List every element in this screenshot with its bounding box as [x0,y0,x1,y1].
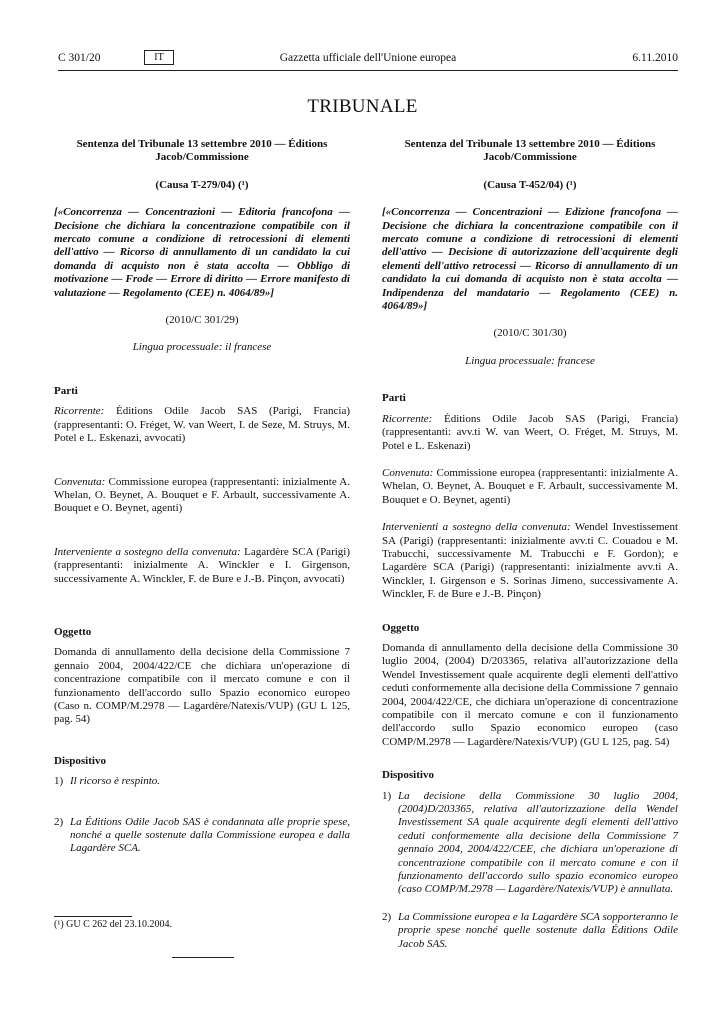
footnote: (¹) GU C 262 del 23.10.2004. [54,919,172,930]
intervener-paragraph [54,546,350,586]
language-code-box: IT [144,50,174,65]
item-text: La decisione della Commissione 30 luglio 2004, (2004)D/203365, relativa all'autorizzazione della Wendel Investissement SA quale acquirente degli elementi dell'attivo ceduti conformemente alla decisione della Commissione 7 gennaio 2004, 2004/422/CEE, che dichiara un'operazione di concentrazione compatibile con il mercato comune e con il funzionamento dell'accordo sullo spazio economico europeo (caso COMP/M.2978 — Lagardère/Natexis/VUP) è annullata. [398,789,678,896]
language-of-case: Lingua processuale: il francese [132,341,272,354]
case-number: (Causa T-452/04) (¹) [483,178,577,191]
page-reference: C 301/20 [58,52,101,64]
operative-item [54,775,350,788]
case-number: (Causa T-279/04) (¹) [155,178,249,191]
parties-heading: Parti [382,392,406,405]
item-number: 1) [54,775,64,788]
defendant-label: Convenuta: [382,466,434,479]
publication-ref: (2010/C 301/29) [165,314,239,327]
applicant-paragraph [54,405,350,445]
operative-item [382,790,678,897]
left-column [54,138,350,856]
applicant-text: Éditions Odile Jacob SAS (Parigi, Francia) (rappresentanti: O. Fréget, W. van Weert, I. de Seze, M. Struys, M. Potel e L. Eskenazi, avvocati) [54,405,350,445]
intervener-text: Lagardère SCA (Parigi) (rappresentanti: inizialmente A. Winckler e I. Girgenson, successivamente A. Winckler, F. de Bure e J.-B. Pinçon, avvocati) [54,545,351,585]
case-subject: [«Concorrenza — Concentrazioni — Editoria francofona — Decisione che dichiara la concentrazione compatibile con il mercato comune a condizione di retrocessioni di elementi dell'attivo — Ricorso di annullamento di un candidato la cui domanda di acquisto non è stata accolta — Obbligo di motivazione — Frode — Errore di diritto — Errore manifesto di valutazione — Regolamento (CEE) n. 4064/89»] [54,206,350,299]
defendant-text: Commissione europea (rappresentanti: inizialmente A. Whelan, O. Beynet, A. Bouquet e F. Arbault, successivamente M. Bouquet e O. Beynet, agenti) [382,466,678,506]
item-text: Il ricorso è respinto. [70,775,161,788]
applicant-paragraph [382,413,678,453]
defendant-paragraph [382,467,678,507]
item-number: 2) [382,910,392,923]
section-title: TRIBUNALE [307,96,418,117]
intervener-paragraph [382,521,678,601]
case-subject: [«Concorrenza — Concentrazioni — Edizione francofona — Decisione che dichiara la concentrazione compatibile con il mercato comune a condizione di retrocessioni di elementi dell'attivo — Decisione di autorizzazione dell'acquirente degli elementi dell'attivo retrocessi — Ricorso di annullamento di un candidato la cui domanda di acquisto non è stata accolta — Indipendenza del mandatario — Regolamento (CEE) n. 4064/89»] [382,206,678,313]
applicant-text: Éditions Odile Jacob SAS (Parigi, Francia) (rappresentanti: avv.ti W. van Weert, O. Fréget, M. Struys, M. Potel e L. Eskenazi) [382,412,678,452]
item-text: La Éditions Odile Jacob SAS è condannata alle proprie spese, nonché a quelle sostenute dalla Commissione europea e dalla Lagardère SCA. [70,815,350,855]
operative-item [54,816,350,856]
journal-title: Gazzetta ufficiale dell'Unione europea [279,52,457,64]
header-divider [58,70,678,71]
intervener-text: Wendel Investissement SA (Parigi) (rappresentanti: inizialmente avv.ti C. Couadou e M. Trabucchi, successivamente M. Trabucchi e F. Gordon); e Lagardère SCA (Parigi) (rappresentanti: inizialmente avv.ti A. Winckler, I. Girgenson e S. Sorinas Jimeno, successivamente A. Winckler, F. de Bure e J.-B. Pinçon) [382,521,678,601]
defendant-label: Convenuta: [54,475,106,488]
publication-ref: (2010/C 301/30) [493,327,567,340]
parties-heading: Parti [54,384,78,397]
defendant-paragraph [54,476,350,516]
intervener-label: Intervenienti a sostegno della convenuta: [382,521,571,534]
end-rule [172,957,234,958]
object-heading: Oggetto [382,621,420,634]
judgment-title: Sentenza del Tribunale 13 settembre 2010 — Éditions Jacob/Commissione [404,138,656,164]
language-of-case: Lingua processuale: francese [465,354,595,367]
applicant-label: Ricorrente: [382,412,433,425]
object-heading: Oggetto [54,625,92,638]
object-text: Domanda di annullamento della decisione della Commissione 30 luglio 2004, (2004) D/203365, relativa all'autorizzazione della Wendel Investissement quale acquirente degli elementi dell'attivo ceduti conformemente alla decisione della Commissione 7 gennaio 2004, 2004/422/CE, che dichiara un'operazione di concentrazione compatibile con il mercato comune e con il funzionamento dell'accordo sullo Spazio economico europeo (caso COMP/M.2978 — Lagardère/Natexis/VUP) (GU L 125, pag. 54) [382,641,678,748]
item-text: La Commissione europea e la Lagardère SCA sopporteranno le proprie spese nonché quelle sostenute dalla Éditions Odile Jacob SAS. [398,910,678,950]
footnote-divider [54,916,132,917]
judgment-title: Sentenza del Tribunale 13 settembre 2010 — Éditions Jacob/Commissione [76,138,328,164]
operative-item [382,911,678,951]
applicant-label: Ricorrente: [54,405,105,418]
page-header [58,50,678,70]
object-text: Domanda di annullamento della decisione della Commissione 7 gennaio 2004, 2004/422/CE che dichiara un'operazione di concentrazione compatibile con il mercato comune e con il funzionamento dell'accordo sullo Spazio economico europeo (Caso n. COMP/M.2978 — Lagardère/Natexis/VUP) (GU L 125, pag. 54) [54,646,350,726]
right-column [382,138,678,951]
publication-date: 6.11.2010 [632,52,678,64]
item-number: 2) [54,815,64,828]
operative-heading: Dispositivo [54,754,106,767]
intervener-label: Interveniente a sostegno della convenuta: [54,545,241,558]
item-number: 1) [382,789,392,802]
operative-heading: Dispositivo [382,769,434,782]
defendant-text: Commissione europea (rappresentanti: inizialmente A. Whelan, O. Beynet, A. Bouquet e F. Arbault, successivamente A. Bouquet e O. Beynet, agenti) [54,475,350,515]
